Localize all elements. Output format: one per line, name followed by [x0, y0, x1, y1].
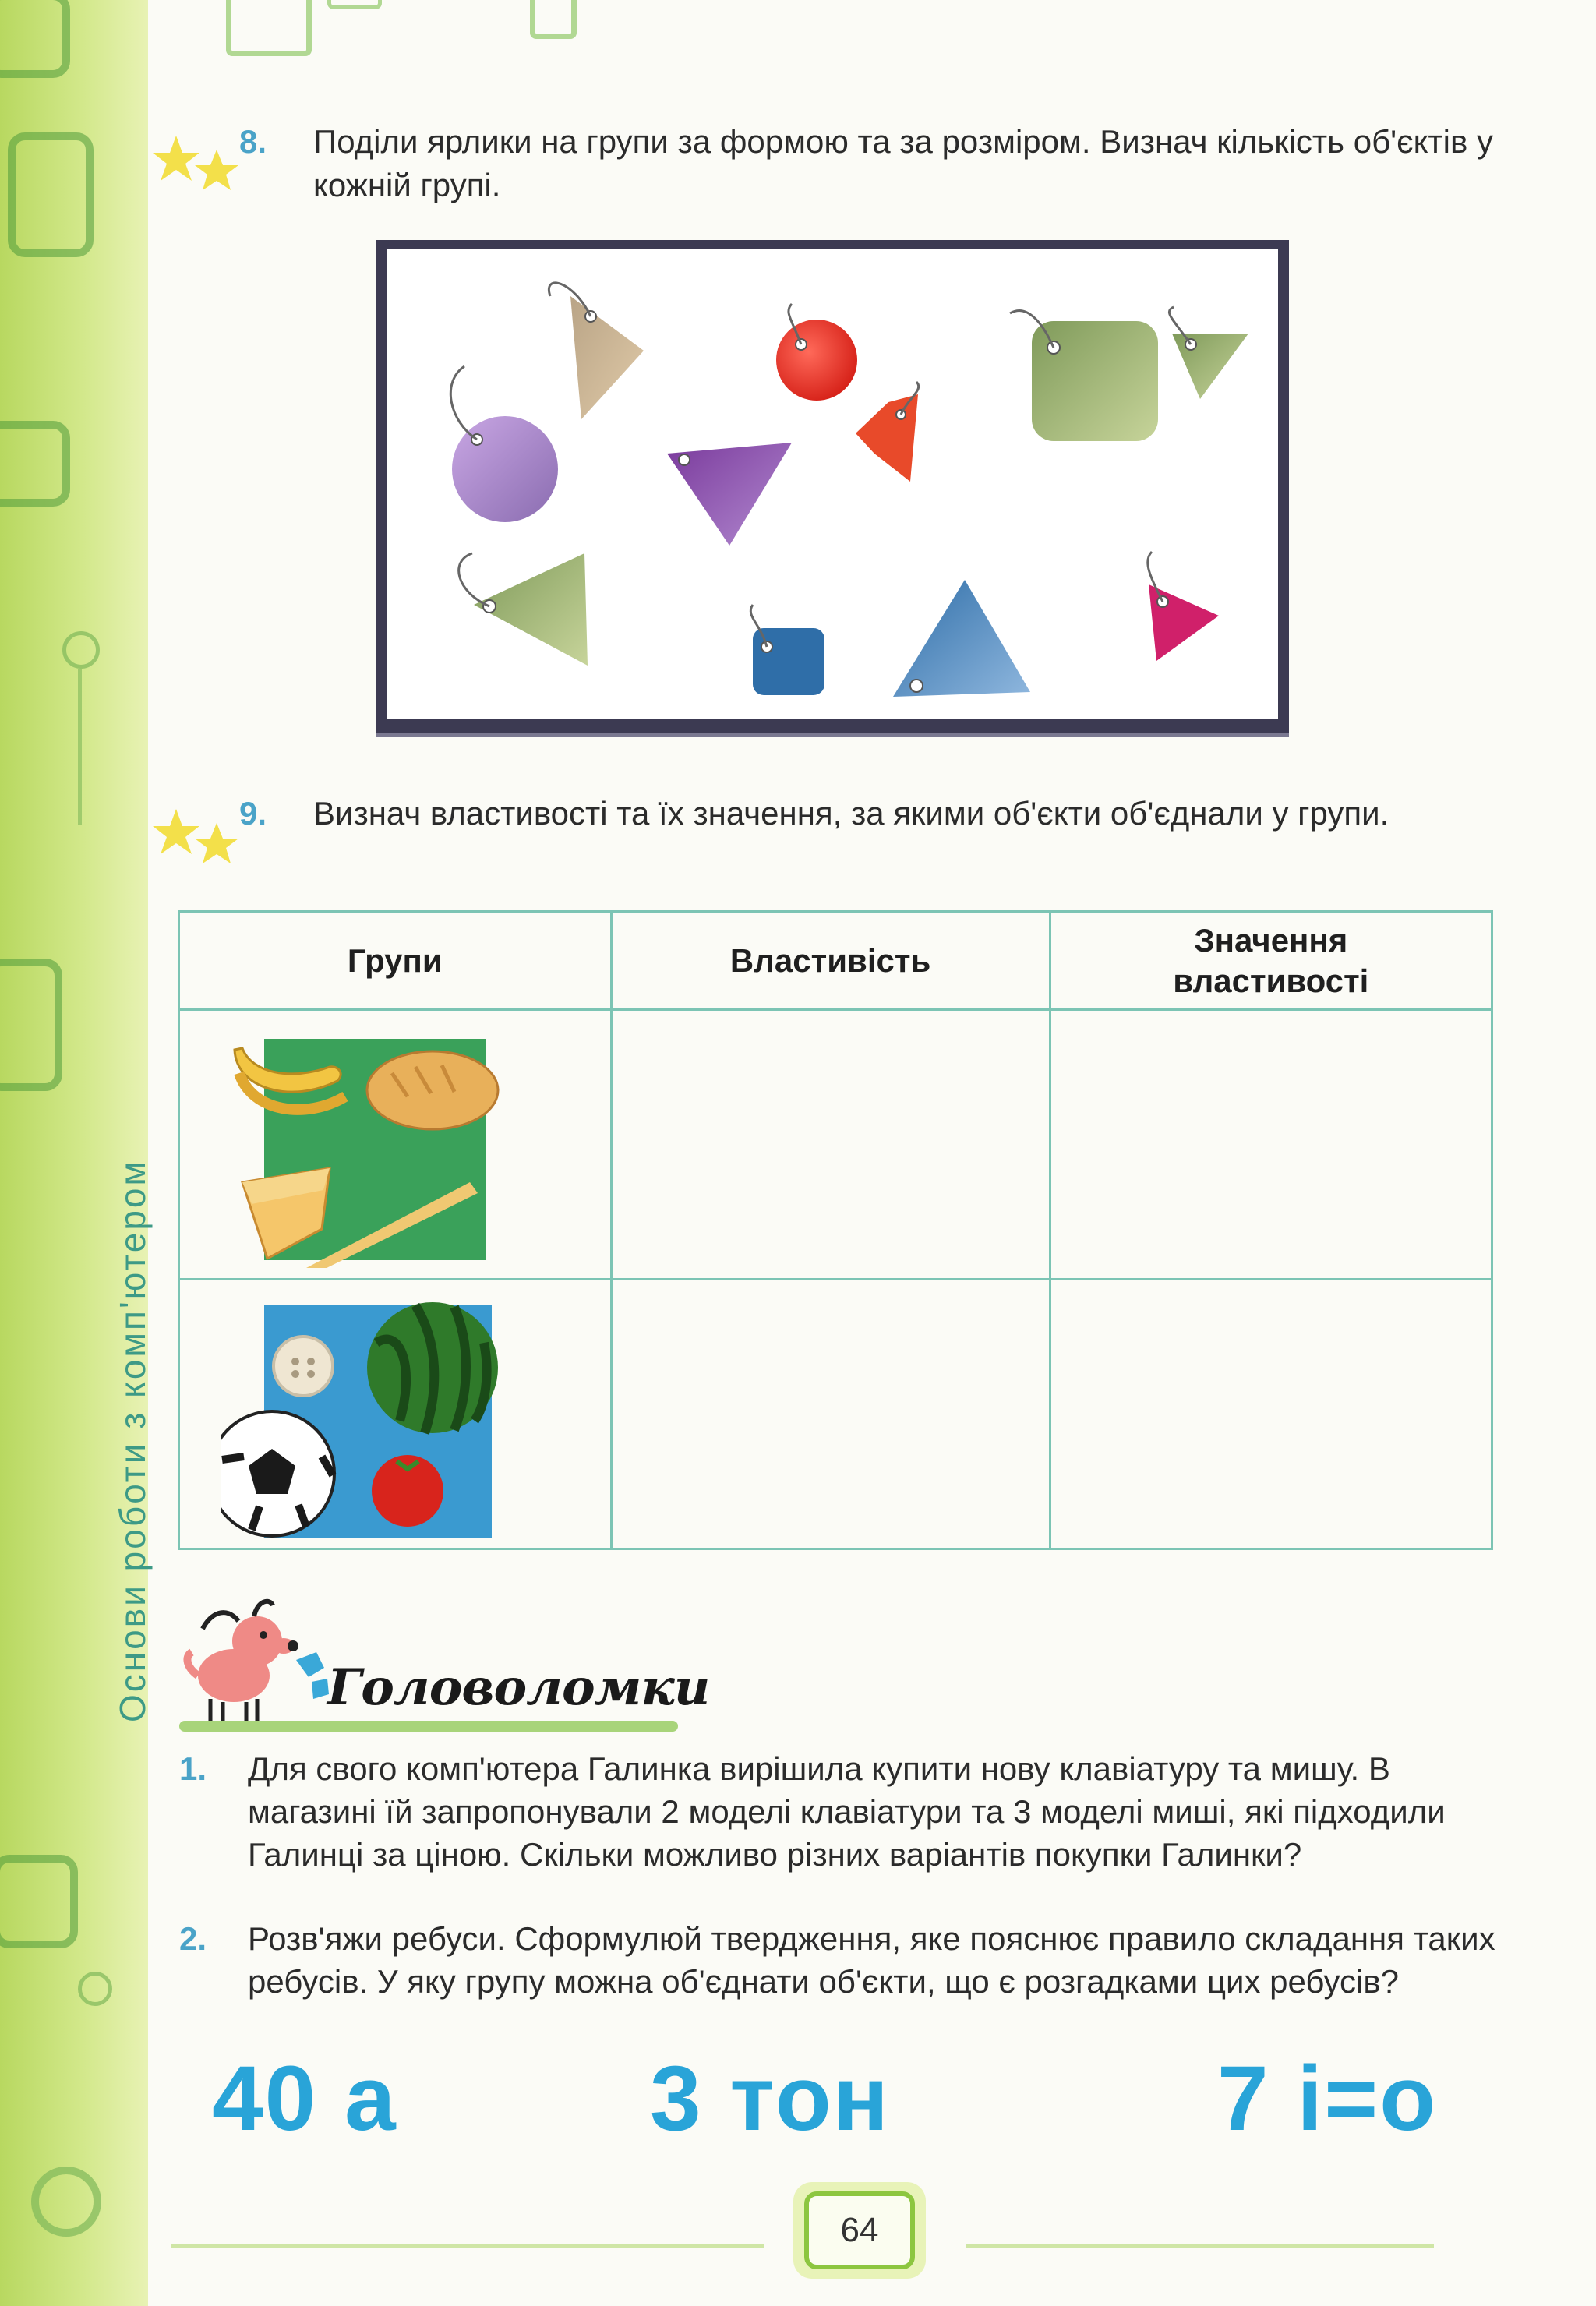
group-picture-cell	[179, 1280, 612, 1549]
section-side-label: Основи роботи з комп'ютером	[112, 1158, 153, 1722]
task-text: Визнач властивості та їх значення, за якими об'єкти об'єднали у групи.	[313, 795, 1389, 832]
decorative-square	[327, 0, 382, 9]
decorative-square	[8, 132, 94, 257]
column-header-groups: Групи	[179, 912, 612, 1010]
tags-illustration	[387, 249, 1278, 719]
tag-triangle-beige	[570, 296, 644, 419]
bottom-decorative-line	[171, 2244, 764, 2248]
value-cell[interactable]	[1050, 1280, 1492, 1549]
heading-underline	[179, 1721, 678, 1732]
tag-triangle-olive-small	[1172, 334, 1248, 399]
bottom-decorative-line	[966, 2244, 1434, 2248]
puzzles-heading	[179, 1590, 710, 1738]
tags-picture	[376, 240, 1289, 733]
rebus-2: 3 тон	[650, 2047, 890, 2150]
puzzle-text: Розв'яжи ребуси. Сформулюй твердження, яке пояснює правило складання таких ребусів. У яку групу можна об'єднати об'єкти, що є розгадками цих ребусів?	[248, 1920, 1495, 2000]
tag-triangle-red	[856, 394, 918, 482]
decorative-square	[226, 0, 312, 56]
puzzle-2	[179, 1917, 1496, 2003]
tag-triangle-blue	[893, 580, 1030, 697]
decorative-ring	[62, 631, 100, 669]
groups-table	[178, 910, 1493, 1550]
table-row	[179, 1280, 1492, 1549]
round-objects-group-picture	[221, 1296, 501, 1538]
column-header-value: Значення властивості	[1050, 912, 1492, 1010]
side-decoration-strip	[0, 0, 148, 2306]
task-9	[239, 792, 1496, 835]
puzzle-number: 1.	[179, 1750, 207, 1787]
value-cell[interactable]	[1050, 1010, 1492, 1280]
food-group-picture	[221, 1026, 501, 1268]
group-picture-cell	[179, 1010, 612, 1280]
decorative-square	[0, 421, 70, 507]
decorative-square	[0, 959, 62, 1091]
table-header-row	[179, 912, 1492, 1010]
difficulty-stars-icon	[153, 129, 246, 200]
table-row	[179, 1010, 1492, 1280]
puzzles-title: Головоломки	[327, 1658, 710, 1717]
page-number: 64	[804, 2191, 915, 2269]
decorative-line	[78, 669, 82, 825]
property-cell[interactable]	[611, 1010, 1050, 1280]
decorative-ring	[78, 1972, 112, 2006]
task-text: Поділи ярлики на групи за формою та за розміром. Визнач кількість об'єктів у кожній групі.	[313, 123, 1493, 203]
puzzle-1	[179, 1747, 1496, 1876]
decorative-square	[530, 0, 577, 39]
difficulty-stars-icon	[153, 803, 246, 873]
decorative-square	[0, 0, 70, 78]
task-number: 8.	[239, 123, 267, 160]
decorative-ring	[31, 2167, 101, 2237]
dog-mascot-icon	[179, 1590, 335, 1730]
task-8	[239, 120, 1496, 207]
rebus-1: 40 а	[212, 2047, 397, 2150]
task-number: 9.	[239, 795, 267, 832]
decorative-square	[0, 1855, 78, 1948]
rebus-3: 7 і=о	[1217, 2047, 1438, 2150]
puzzle-text: Для свого комп'ютера Галинка вирішила купити нову клавіатуру та мишу. В магазині їй запропонували 2 моделі клавіатури та 3 моделі миші, які підходили Галинці за ціною. Скільки можливо різних варіантів покупки Галинки?	[248, 1750, 1446, 1873]
tag-circle-red	[776, 320, 857, 401]
property-cell[interactable]	[611, 1280, 1050, 1549]
column-header-property: Властивість	[611, 912, 1050, 1010]
puzzle-number: 2.	[179, 1920, 207, 1957]
